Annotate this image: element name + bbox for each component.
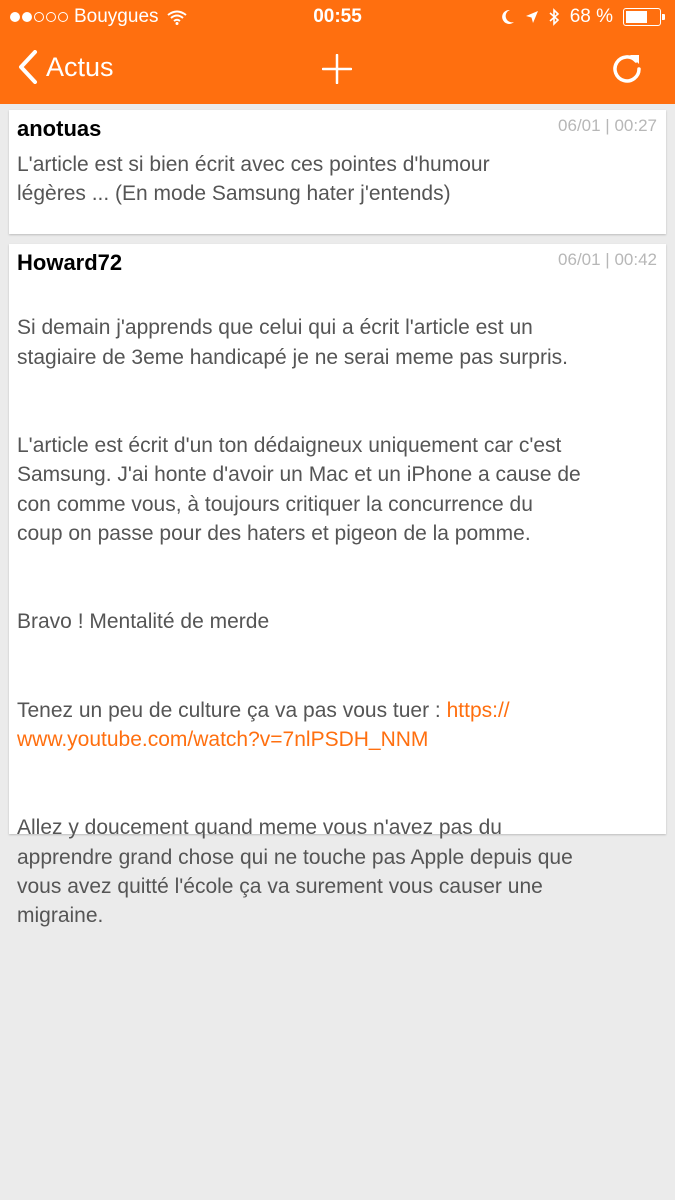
youtube-link-part-1[interactable]: https://	[446, 698, 510, 722]
bluetooth-icon	[549, 8, 560, 26]
youtube-link-part-2[interactable]: www.youtube.com/watch?v=7nlPSDH_NNM	[17, 728, 429, 752]
status-time: 00:55	[313, 6, 362, 27]
comment-card[interactable]	[9, 244, 666, 928]
status-right	[501, 6, 661, 28]
back-button[interactable]	[18, 50, 114, 84]
battery-tip	[662, 14, 665, 20]
location-arrow-icon	[525, 10, 539, 24]
status-bar	[0, 0, 675, 36]
comment-author: anotuas	[17, 116, 102, 141]
carrier-name: Bouygues	[74, 6, 159, 27]
back-button-label: Actus	[46, 51, 114, 82]
link-intro-text: Tenez un peu de culture ça va pas vous tuer :	[17, 698, 447, 722]
chevron-left-icon	[18, 50, 38, 84]
comment-paragraph: L'article est écrit d'un ton dédaigneux uniquement car c'est Samsung. J'ai honte d'avoir un Mac et un iPhone a cause de con comme vous, à toujours critiquer la concurrence du coup on passe pour des haters et pigeon de la pomme.	[17, 434, 581, 546]
refresh-icon	[610, 52, 644, 86]
comment-paragraph: Bravo ! Mentalité de merde	[17, 610, 270, 634]
refresh-button[interactable]	[610, 52, 644, 91]
comment-body: L'article est si bien écrit avec ces pointes d'humour légères ... (En mode Samsung hater j'entends)	[17, 153, 490, 206]
battery-icon	[623, 8, 661, 26]
comment-card[interactable]	[9, 110, 666, 234]
nav-header	[0, 0, 675, 104]
comment-paragraph: Allez y doucement quand meme vous n'avez pas du apprendre grand chose qui ne touche pas Apple depuis que vous avez quitté l'école ça va surement vous causer une migraine.	[17, 816, 573, 928]
battery-level-fill	[626, 11, 647, 23]
add-comment-button[interactable]	[322, 54, 352, 89]
do-not-disturb-moon-icon	[501, 9, 515, 25]
comment-body	[17, 284, 658, 960]
comment-paragraph-with-link	[17, 696, 658, 755]
plus-icon	[322, 54, 352, 84]
comment-date: 06/01 | 00:27	[558, 116, 657, 135]
comment-date: 06/01 | 00:42	[558, 250, 657, 269]
comment-paragraph: Si demain j'apprends que celui qui a écrit l'article est un stagiaire de 3eme handicapé je ne serai meme pas surpris.	[17, 316, 568, 369]
comment-author: Howard72	[17, 250, 123, 275]
battery-percent: 68 %	[569, 6, 613, 27]
